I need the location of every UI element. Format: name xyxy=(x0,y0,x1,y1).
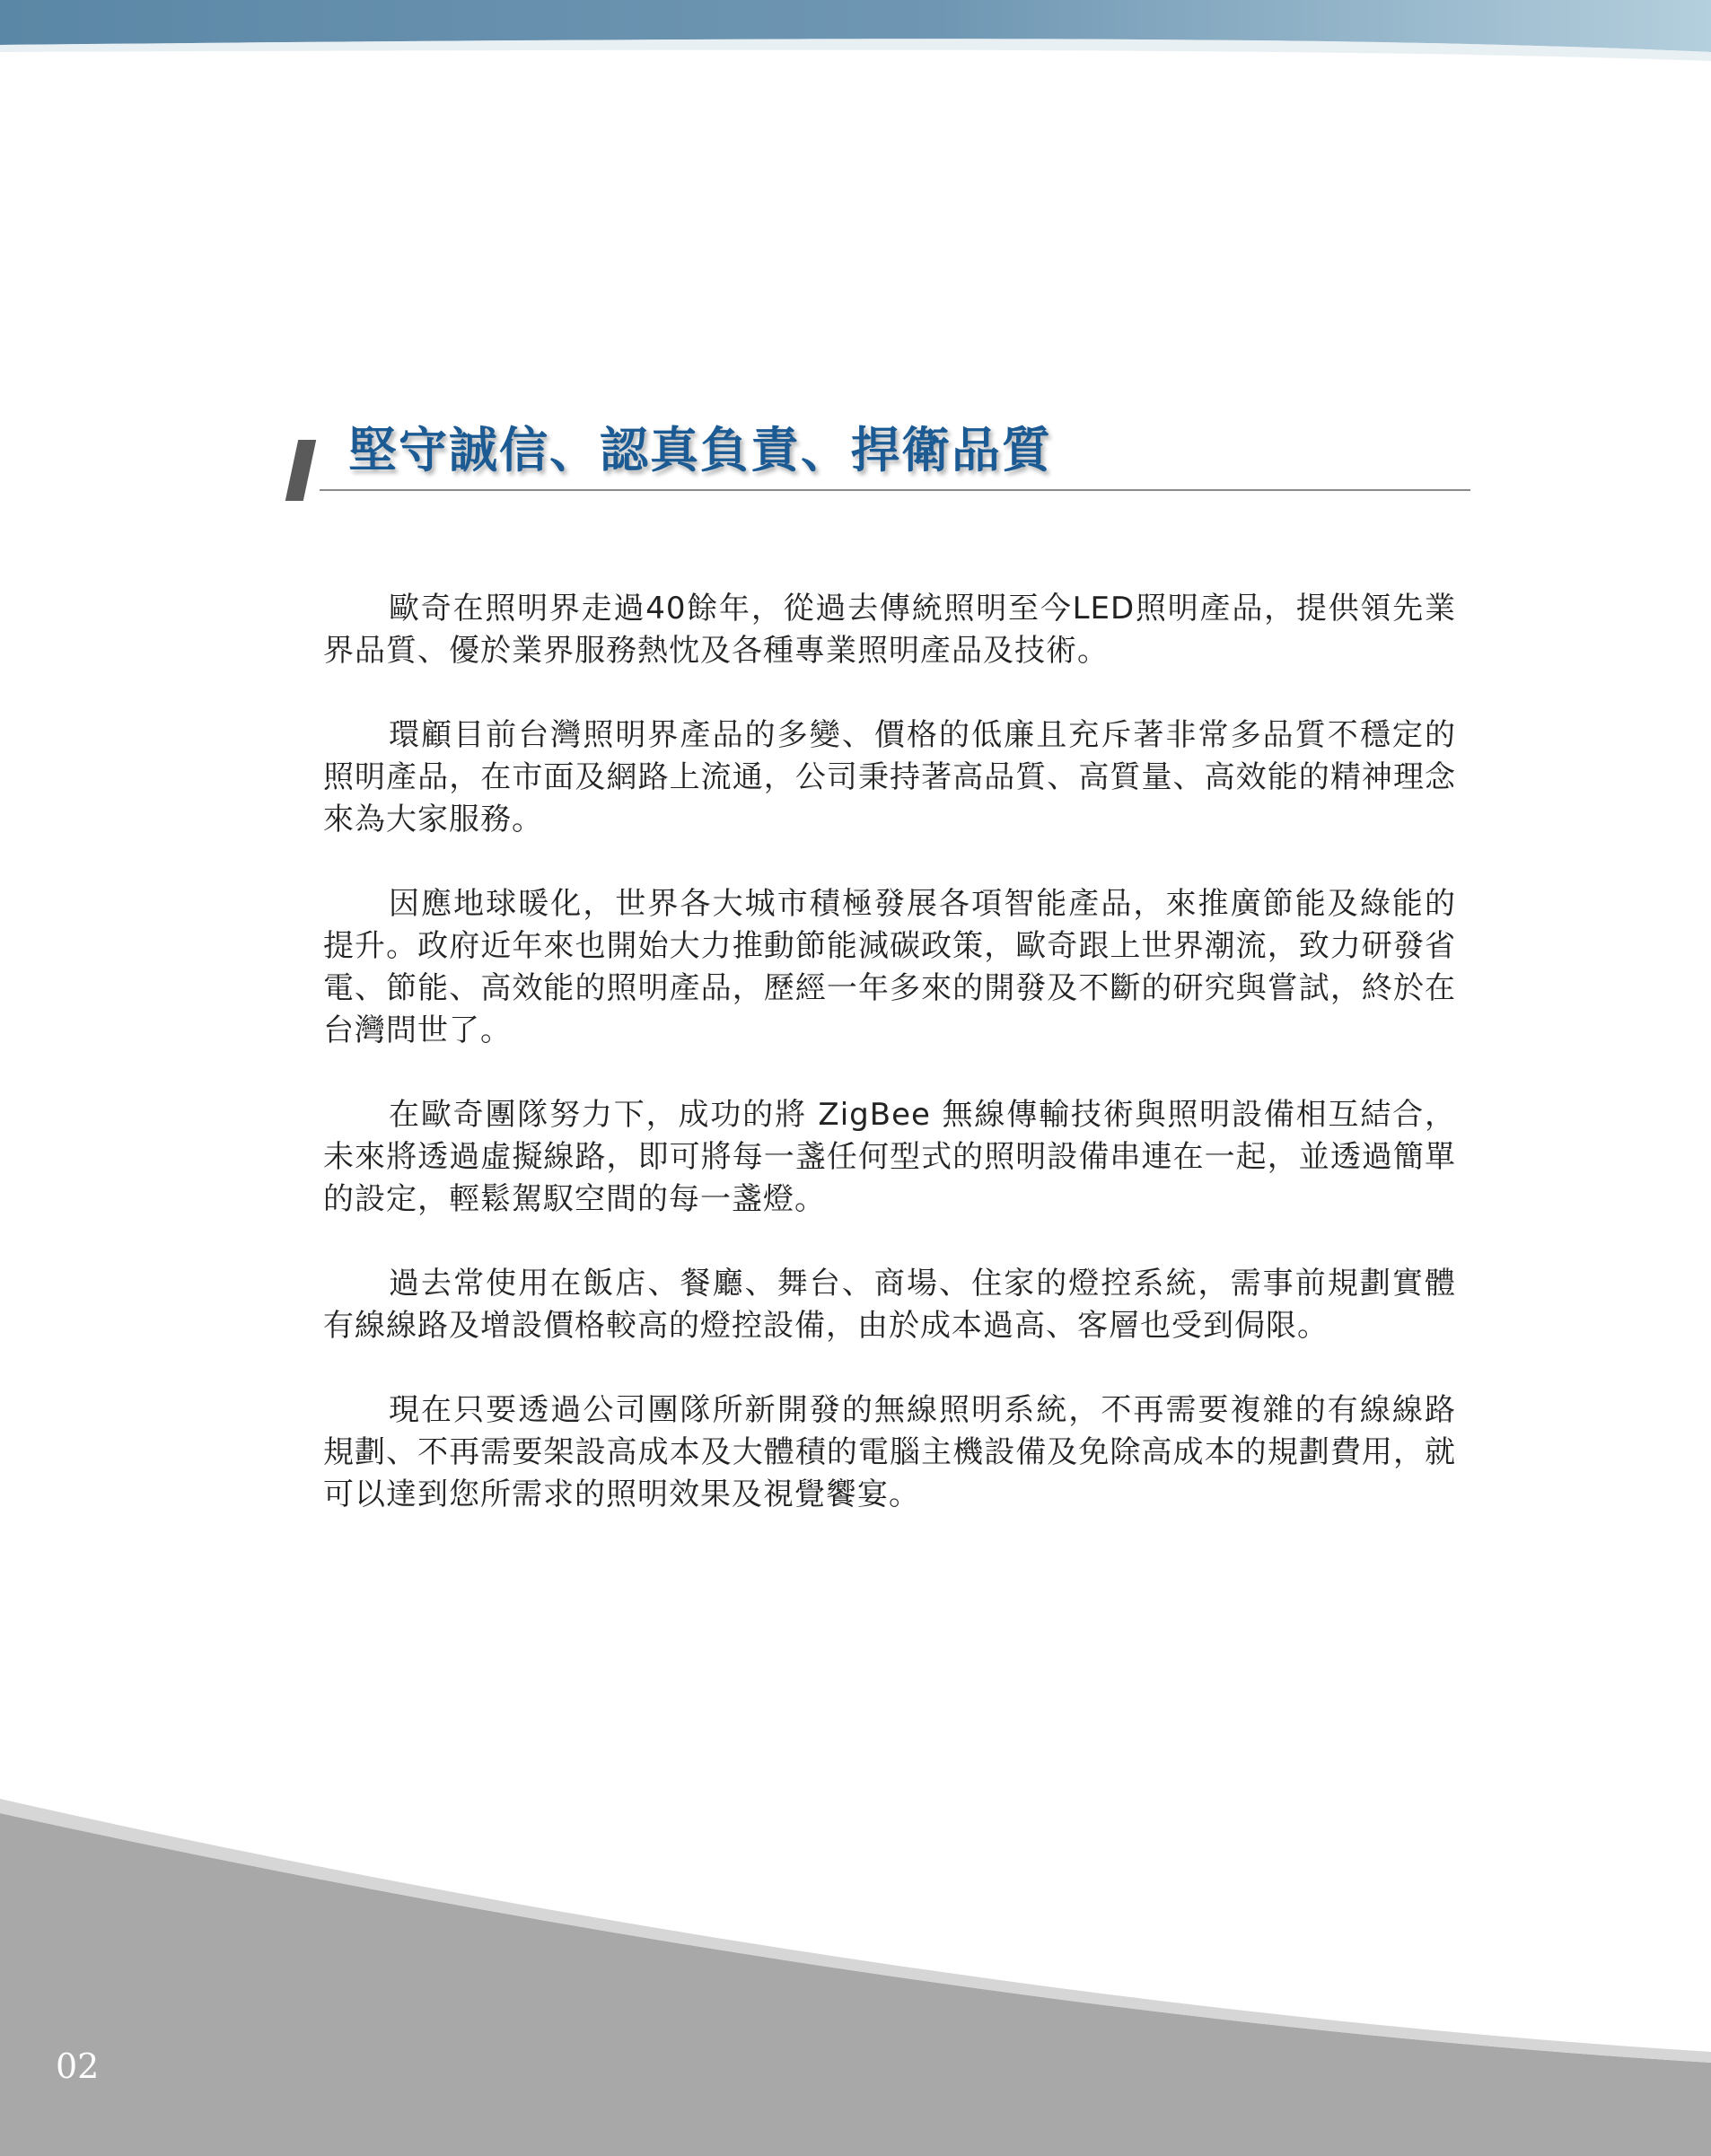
page-title: 堅守誠信、認真負責、捍衛品質 xyxy=(348,422,1052,478)
heading-slash-mark xyxy=(285,440,316,501)
paragraph-1: 歐奇在照明界走過40餘年，從過去傳統照明至今LED照明產品，提供領先業界品質、優於業界服務熱忱及各種專業照明產品及技術。 xyxy=(323,591,1456,669)
top-wave-banner xyxy=(0,0,1711,108)
paragraph-4: 在歐奇團隊努力下，成功的將 ZigBee 無線傳輸技術與照明設備相互結合，未來將透過虛擬線路，即可將每一盞任何型式的照明設備串連在一起，並透過簡單的設定，輕鬆駕馭空間的每一盞燈。 xyxy=(323,1097,1456,1217)
body-text xyxy=(323,588,1456,1558)
paragraph-2: 環顧目前台灣照明界產品的多變、價格的低廉且充斥著非常多品質不穩定的照明產品，在市面及網路上流通，公司秉持著高品質、高質量、高效能的精神理念來為大家服務。 xyxy=(323,717,1456,837)
bottom-wave-banner xyxy=(0,1777,1711,2156)
section-heading xyxy=(287,404,1472,503)
paragraph-5: 過去常使用在飯店、餐廳、舞台、商場、住家的燈控系統，需事前規劃實體有線線路及增設價格較高的燈控設備，由於成本過高、客層也受到侷限。 xyxy=(323,1266,1456,1344)
paragraph-3: 因應地球暖化，世界各大城市積極發展各項智能產品，來推廣節能及綠能的提升。政府近年來也開始大力推動節能減碳政策，歐奇跟上世界潮流，致力研發省電、節能、高效能的照明產品，歷經一年多來的開發及不斷的研究與嘗試，終於在台灣問世了。 xyxy=(323,886,1456,1048)
heading-divider xyxy=(320,489,1470,491)
page-number: 02 xyxy=(56,2046,100,2086)
paragraph-6: 現在只要透過公司團隊所新開發的無線照明系統，不再需要複雜的有線線路規劃、不再需要架設高成本及大體積的電腦主機設備及免除高成本的規劃費用，就可以達到您所需求的照明效果及視覺饗宴。 xyxy=(323,1392,1456,1512)
